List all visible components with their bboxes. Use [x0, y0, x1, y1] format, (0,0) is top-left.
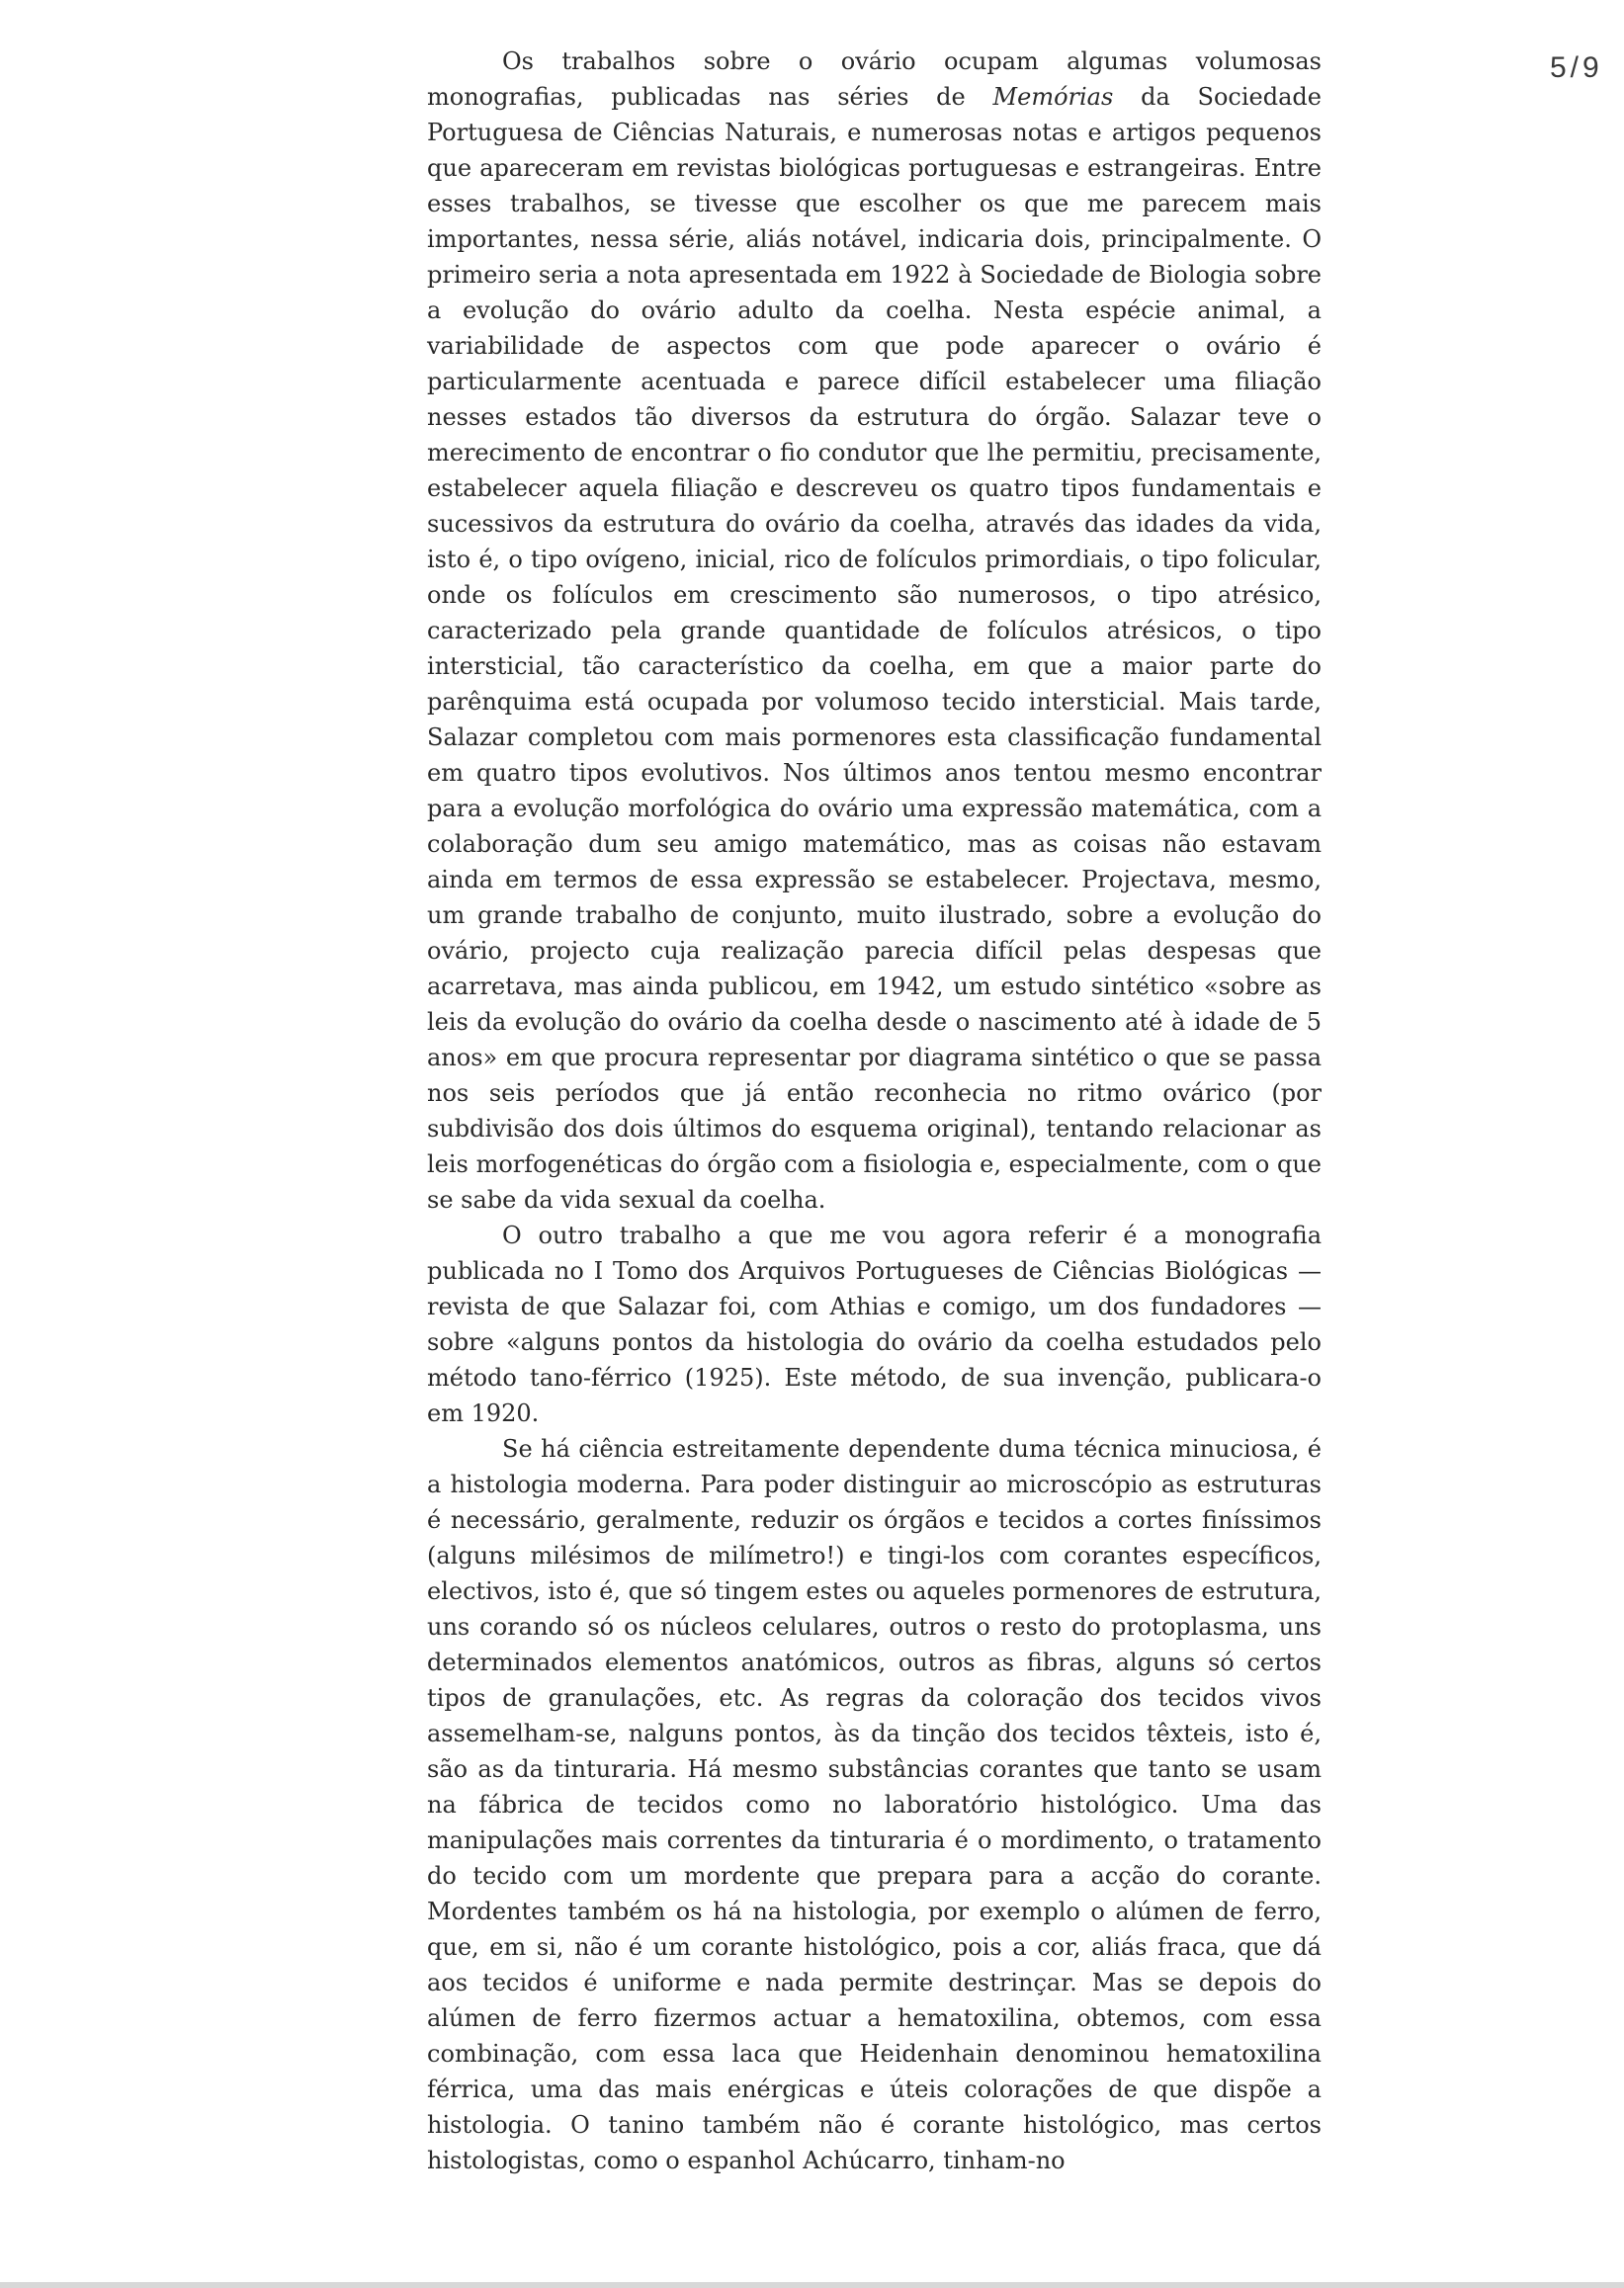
- publication-title-memorias: Memórias: [992, 83, 1114, 111]
- paragraph-2-text: O outro trabalho a que me vou agora referir é a monografia publicada no I Tomo dos Arquivos Portugueses de Ciências Biológicas — revista de que Salazar foi, com Athias e comigo, um dos fundadores — sobre «alguns pontos da histologia do ovário da coelha estudados pelo método tano-férrico (1925). Este método, de sua invenção, publicara-o em 1920.: [427, 1222, 1322, 1427]
- paragraph-1-text-start: Os trabalhos sobre o ovário ocupam algumas volumosas monografias, publicadas nas séries de: [427, 47, 1322, 111]
- paragraph-1: [427, 43, 1322, 1218]
- paragraph-3: [427, 1431, 1322, 2178]
- paragraph-3-text: Se há ciência estreitamente dependente duma técnica minuciosa, é a histologia moderna. Para poder distinguir ao microscópio as estruturas é necessário, geralmente, reduzir os órgãos e tecidos a cortes finíssimos (alguns milésimos de milímetro!) e tingi-los com corantes específicos, electivos, isto é, que só tingem estes ou aqueles pormenores de estrutura, uns corando só os núcleos celulares, outros o resto do protoplasma, uns determinados elementos anatómicos, outros as fibras, alguns só certos tipos de granulações, etc. As regras da coloração dos tecidos vivos assemelham-se, nalguns pontos, às da tinção dos tecidos têxteis, isto é, são as da tinturaria. Há mesmo substâncias corantes que tanto se usam na fábrica de tecidos como no laboratório histológico. Uma das manipulações mais correntes da tinturaria é o mordimento, o tratamento do tecido com um mordente que prepara para a acção do corante. Mordentes também os há na histologia, por exemplo o alúmen de ferro, que, em si, não é um corante histológico, pois a cor, aliás fraca, que dá aos tecidos é uniforme e nada permite destrinçar. Mas se depois do alúmen de ferro fizermos actuar a hematoxilina, obtemos, com essa combinação, com essa laca que Heidenhain denominou hematoxilina férrica, uma das mais enérgicas e úteis colorações de que dispõe a histologia. O tanino também não é corante histológico, mas certos histologistas, como o espanhol Achúcarro, tinham-no: [427, 1435, 1322, 2174]
- document-body: [427, 43, 1322, 2178]
- paragraph-2: [427, 1218, 1322, 1431]
- page-number: 5/9: [1550, 51, 1603, 84]
- paragraph-1-text-end: da Sociedade Portuguesa de Ciências Naturais, e numerosas notas e artigos pequenos que apareceram em revistas biológicas portuguesas e estrangeiras. Entre esses trabalhos, se tivesse que escolher os que me parecem mais importantes, nessa série, aliás notável, indicaria dois, principalmente. O primeiro seria a nota apresentada em 1922 à Sociedade de Biologia sobre a evolução do ovário adulto da coelha. Nesta espécie animal, a variabilidade de aspectos com que pode aparecer o ovário é particularmente acentuada e parece difícil estabelecer uma filiação nesses estados tão diversos da estrutura do órgão. Salazar teve o merecimento de encontrar o fio condutor que lhe permitiu, precisamente, estabelecer aquela filiação e descreveu os quatro tipos fundamentais e sucessivos da estrutura do ovário da coelha, através das idades da vida, isto é, o tipo ovígeno, inicial, rico de folículos primordiais, o tipo folicular, onde os folículos em crescimento são numerosos, o tipo atrésico, caracterizado pela grande quantidade de folículos atrésicos, o tipo intersticial, tão característico da coelha, em que a maior parte do parênquima está ocupada por volumoso tecido intersticial. Mais tarde, Salazar completou com mais pormenores esta classificação fundamental em quatro tipos evolutivos. Nos últimos anos tentou mesmo encontrar para a evolução morfológica do ovário uma expressão matemática, com a colaboração dum seu amigo matemático, mas as coisas não estavam ainda em termos de essa expressão se estabelecer. Projectava, mesmo, um grande trabalho de conjunto, muito ilustrado, sobre a evolução do ovário, projecto cuja realização parecia difícil pelas despesas que acarretava, mas ainda publicou, em 1942, um estudo sintético «sobre as leis da evolução do ovário da coelha desde o nascimento até à idade de 5 anos» em que procura representar por diagrama sintético o que se passa nos seis períodos que já então reconhecia no ritmo ovárico (por subdivisão dos dois últimos do esquema original), tentando relacionar as leis morfogenéticas do órgão com a fisiologia e, especialmente, com o que se sabe da vida sexual da coelha.: [427, 83, 1322, 1214]
- scan-bottom-edge: [0, 2282, 1624, 2288]
